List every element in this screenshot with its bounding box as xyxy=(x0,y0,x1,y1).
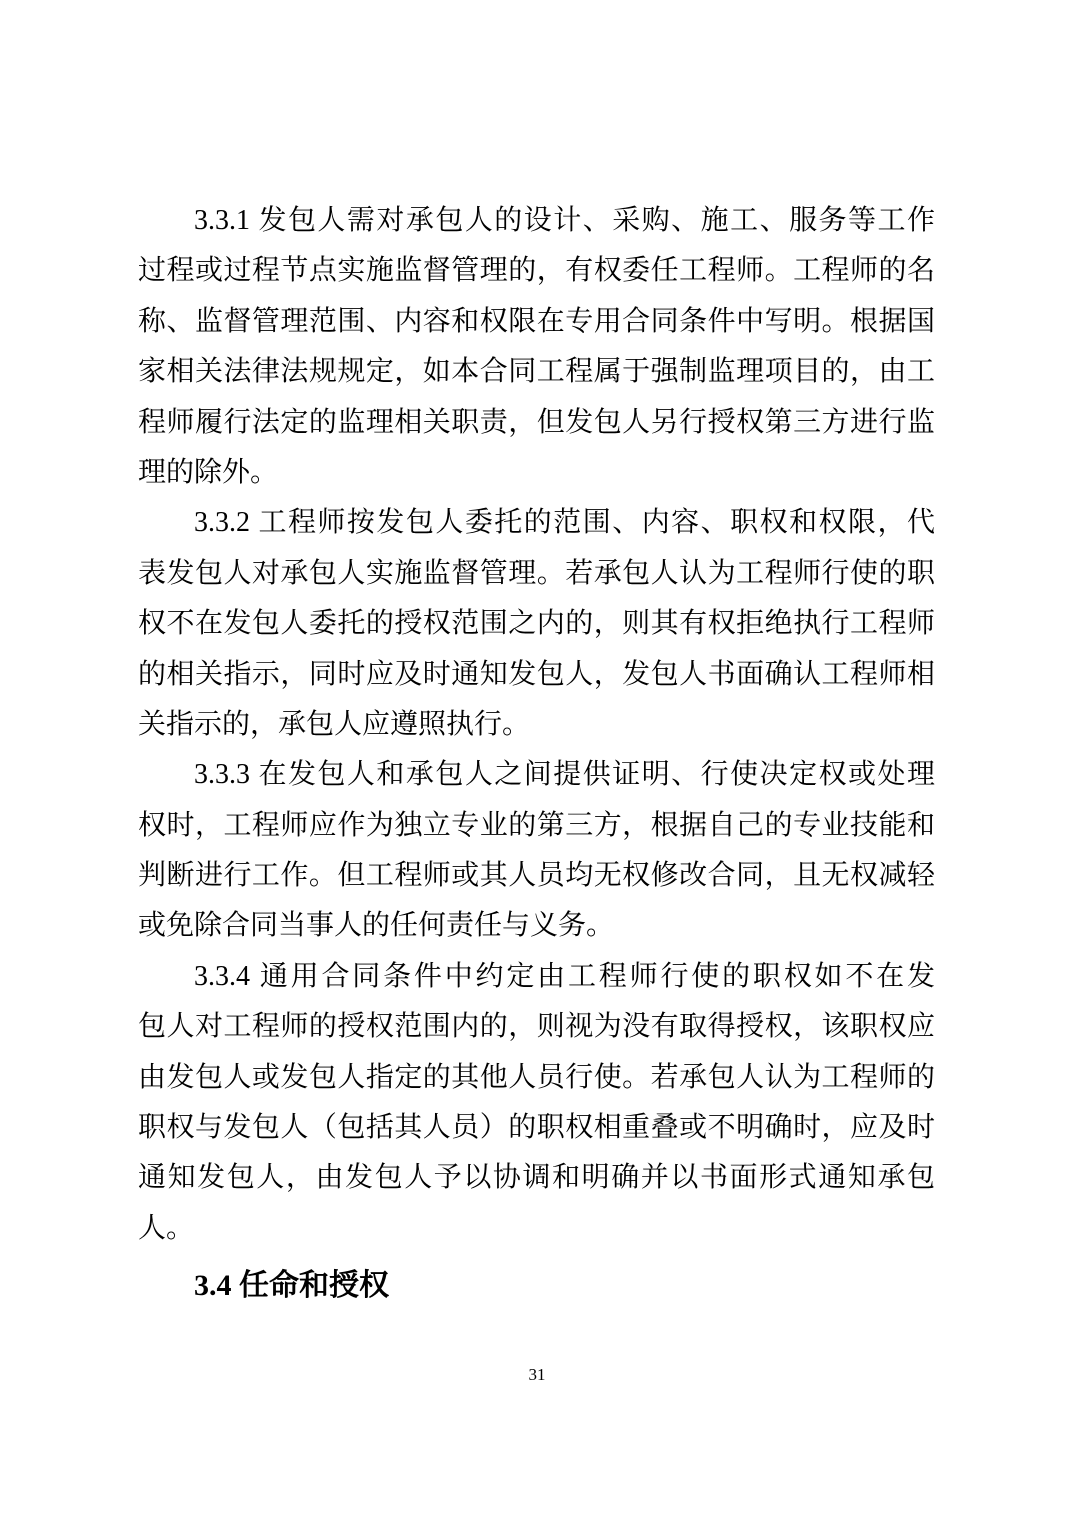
text-line: 权不在发包人委托的授权范围之内的，则其有权拒绝执行工程师 xyxy=(138,608,935,640)
text-line: 3.3.2 工程师按发包人委托的范围、内容、职权和权限，代 xyxy=(194,507,935,539)
page-number: 31 xyxy=(528,1365,546,1384)
paragraph-3-3-2 xyxy=(138,498,935,750)
text-line: 表发包人对承包人实施监督管理。若承包人认为工程师行使的职 xyxy=(138,557,935,589)
text-line: 关指示的，承包人应遵照执行。 xyxy=(138,708,531,740)
text-line: 权时，工程师应作为独立专业的第三方，根据自己的专业技能和 xyxy=(138,809,935,841)
text-line: 判断进行工作。但工程师或其人员均无权修改合同，且无权减轻 xyxy=(138,860,935,892)
text-line: 职权与发包人（包括其人员）的职权相重叠或不明确时，应及时 xyxy=(138,1112,935,1144)
text-line: 或免除合同当事人的任何责任与义务。 xyxy=(138,910,615,942)
text-line: 的相关指示，同时应及时通知发包人，发包人书面确认工程师相 xyxy=(138,658,935,690)
text-line: 由发包人或发包人指定的其他人员行使。若承包人认为工程师的 xyxy=(138,1061,935,1093)
section-heading-3-4: 3.4 任命和授权 xyxy=(194,1269,389,1303)
text-line: 理的除外。 xyxy=(138,456,279,488)
paragraph-3-3-1 xyxy=(138,196,935,498)
text-line: 程师履行法定的监理相关职责，但发包人另行授权第三方进行监 xyxy=(138,406,935,438)
text-line: 称、监督管理范围、内容和权限在专用合同条件中写明。根据国 xyxy=(138,305,935,337)
text-line: 3.3.1 发包人需对承包人的设计、采购、施工、服务等工作 xyxy=(194,205,935,236)
text-line: 通知发包人，由发包人予以协调和明确并以书面形式通知承包 xyxy=(138,1162,935,1194)
text-body xyxy=(138,196,935,1312)
text-line: 人。 xyxy=(138,1212,195,1244)
paragraph-3-3-3 xyxy=(138,750,935,952)
text-line: 3.3.4 通用合同条件中约定由工程师行使的职权如不在发 xyxy=(194,960,935,992)
text-line: 3.3.3 在发包人和承包人之间提供证明、行使决定权或处理 xyxy=(194,759,935,791)
text-line: 包人对工程师的授权范围内的，则视为没有取得授权，该职权应 xyxy=(138,1011,935,1043)
text-line: 过程或过程节点实施监督管理的，有权委任工程师。工程师的名 xyxy=(138,255,935,287)
text-line: 家相关法律法规规定，如本合同工程属于强制监理项目的，由工 xyxy=(138,356,935,388)
paragraph-3-3-4 xyxy=(138,952,935,1254)
